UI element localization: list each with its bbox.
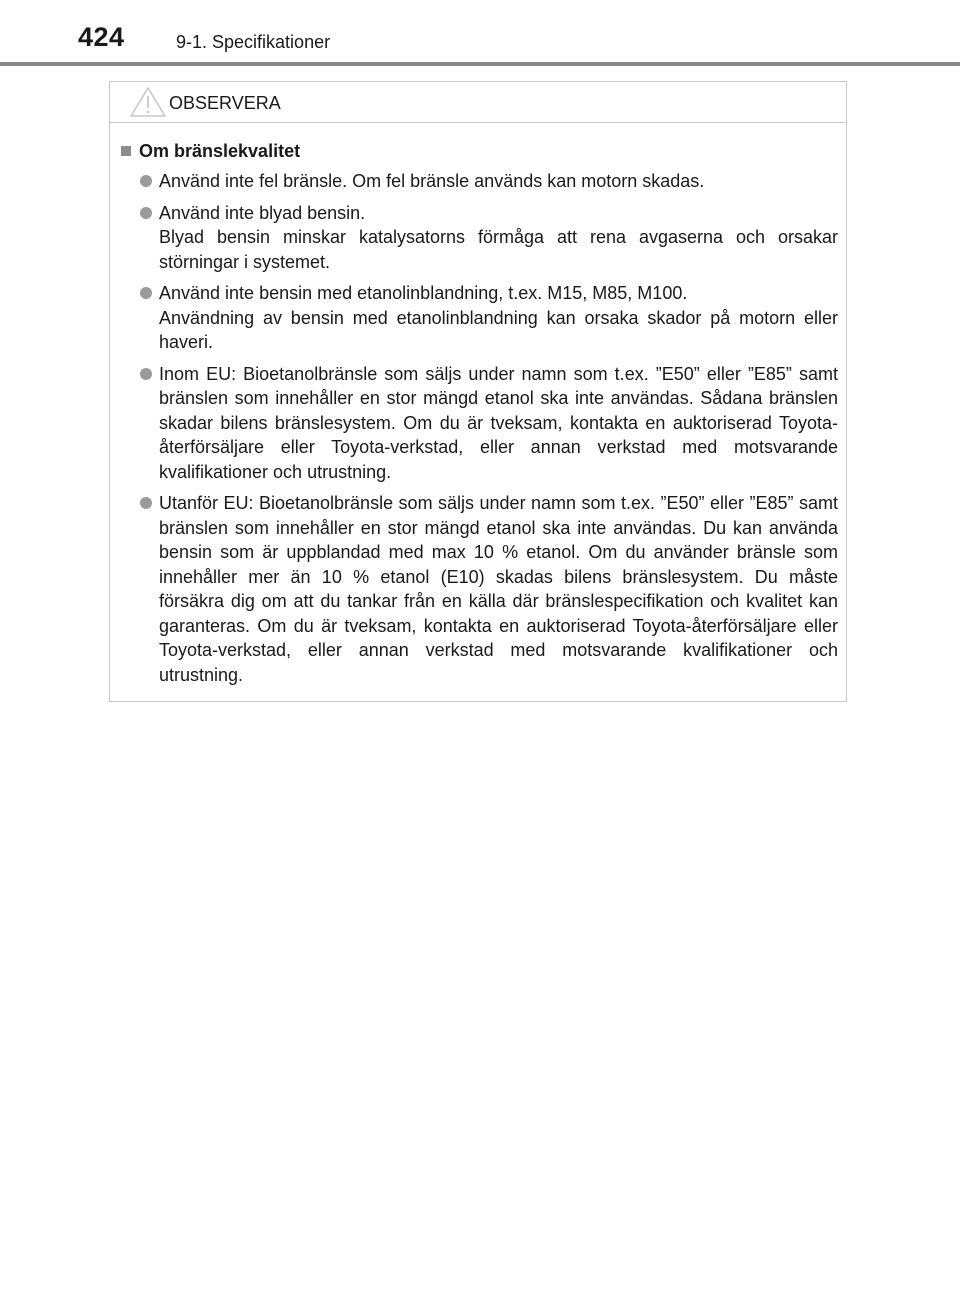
list-item-text [159, 491, 838, 687]
paragraph: Inom EU: Bioetanolbränsle som säljs under namn som t.ex. ”E50” eller ”E85” samt bränslen som innehåller en stor mängd etanol ska inte användas. Sådana bränslen skadar bilens bränslesystem. Om du är tveksam, kontakta en auktoriserad Toyota-återförsäljare eller Toyota-verkstad, eller annan verkstad med motsvarande kvalifikationer och utrustning. [159, 363, 838, 482]
list-item-text [159, 201, 838, 275]
circle-bullet-icon [140, 497, 152, 509]
subheading [118, 139, 838, 163]
list-item [118, 281, 838, 355]
list-item [118, 491, 838, 687]
subheading-text: Om bränslekvalitet [139, 140, 301, 161]
section-title: 9-1. Specifikationer [176, 32, 331, 52]
circle-bullet-icon [140, 368, 152, 380]
list-item-text [159, 281, 838, 355]
notice-title: OBSERVERA [169, 93, 281, 113]
page-number: 424 [78, 22, 125, 52]
circle-bullet-icon [140, 207, 152, 219]
list-item-text [159, 362, 838, 485]
paragraph: Blyad bensin minskar katalysatorns förmåga att rena avgaserna och orsakar störningar i systemet. [159, 227, 838, 272]
notice-header [110, 82, 846, 123]
list-item-text [159, 169, 838, 194]
list-item [118, 362, 838, 485]
paragraph: Använd inte blyad bensin. [159, 202, 366, 223]
header-divider [0, 62, 960, 66]
circle-bullet-icon [140, 287, 152, 299]
circle-bullet-icon [140, 175, 152, 187]
paragraph: Använd inte fel bränsle. Om fel bränsle används kan motorn skadas. [159, 171, 705, 191]
notice-box [109, 81, 847, 702]
list-item [118, 201, 838, 275]
square-bullet-icon [121, 146, 131, 156]
paragraph: Utanför EU: Bioetanolbränsle som säljs under namn som t.ex. ”E50” eller ”E85” samt bränslen som innehåller en stor mängd etanol ska inte användas. Du kan använda bensin som är uppblandad med max 10 % etanol. Om du använder bränsle som innehåller mer än 10 % etanol (E10) skadas bilens bränslesystem. Du måste försäkra dig om att du tankar från en källa där bränslespecifikation och kvalitet kan garanteras. Om du är tveksam, kontakta en auktoriserad Toyota-återförsäljare eller Toyota-verkstad, eller annan verkstad med motsvarande kvalifikationer och utrustning. [159, 493, 838, 685]
paragraph: Användning av bensin med etanolinblandning kan orsaka skador på motorn eller haveri. [159, 307, 838, 352]
page-header [0, 0, 960, 66]
list-item [118, 169, 838, 194]
warning-triangle-icon [129, 86, 167, 118]
notice-body [110, 123, 846, 687]
paragraph: Använd inte bensin med etanolinblandning, t.ex. M15, M85, M100. [159, 283, 688, 303]
